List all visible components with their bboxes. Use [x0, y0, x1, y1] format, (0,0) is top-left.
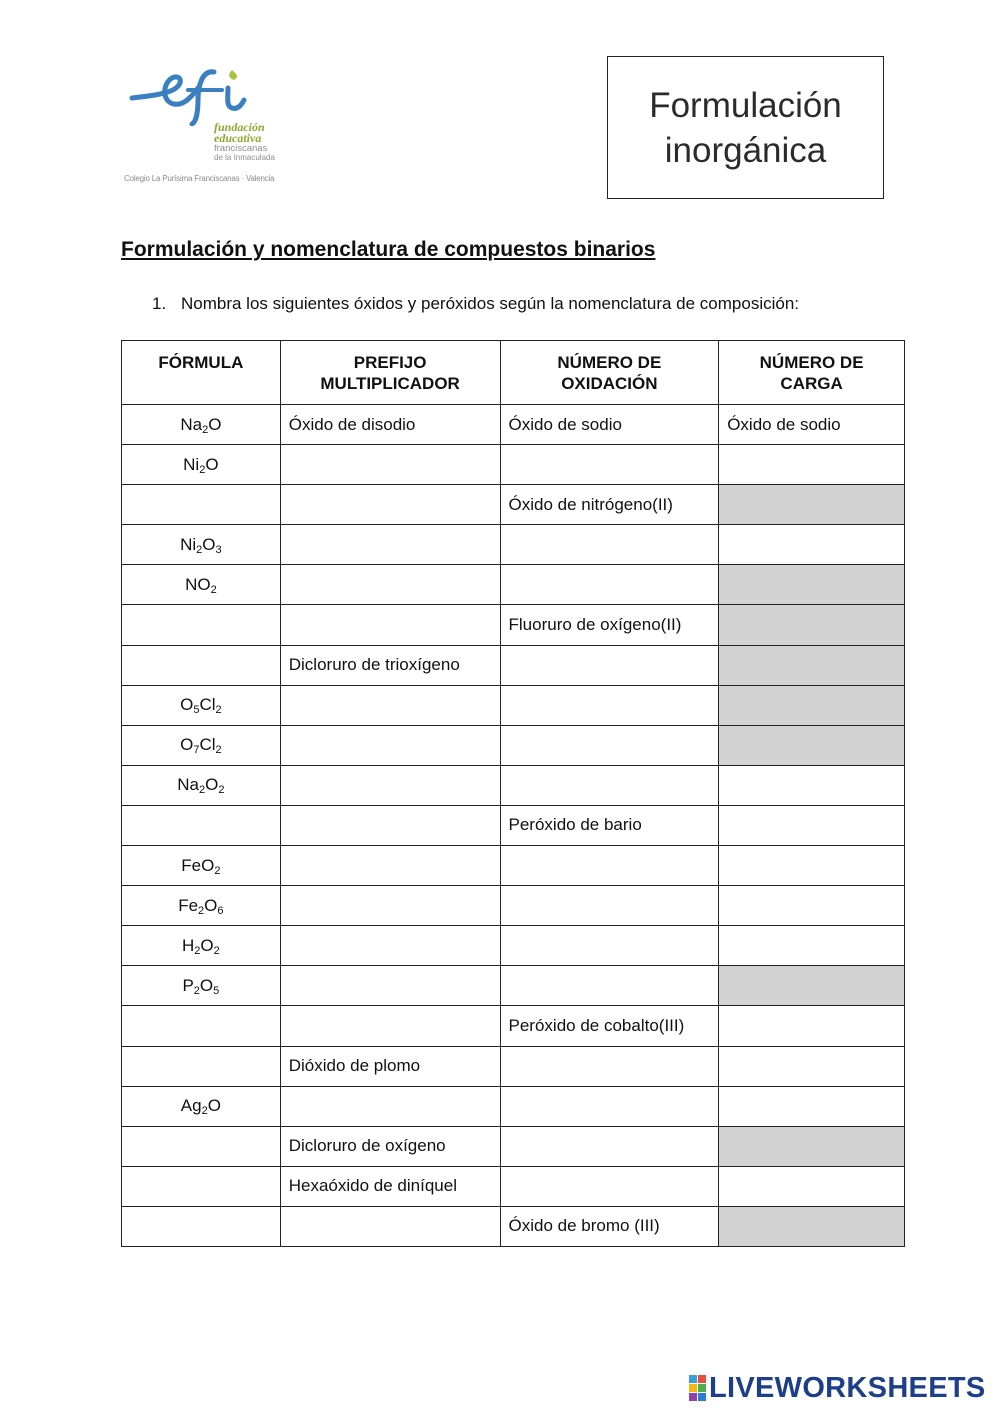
- formula-subscript: 5: [193, 704, 200, 717]
- brand-blocks-icon: [689, 1375, 706, 1401]
- formula-symbol: Na: [177, 775, 199, 795]
- formula-subscript: 6: [217, 904, 224, 917]
- formula-cell: [122, 1046, 281, 1086]
- formula-subscript: 5: [213, 984, 220, 997]
- brand-text: LIVEWORKSHEETS: [709, 1372, 986, 1404]
- oxidacion-cell: Óxido de bromo (III): [500, 1206, 719, 1246]
- carga-cell: [719, 645, 905, 685]
- section-heading: Formulación y nomenclatura de compuestos binarios: [121, 238, 656, 261]
- oxidacion-cell: [500, 525, 719, 565]
- carga-cell: [719, 1206, 905, 1246]
- formula-subscript: 2: [196, 543, 203, 556]
- formula-cell: [122, 525, 281, 565]
- oxidacion-cell: [500, 886, 719, 926]
- formula-cell: [122, 846, 281, 886]
- carga-cell: [719, 1006, 905, 1046]
- prefijo-cell: [280, 765, 500, 805]
- header-carga: NÚMERO DE CARGA: [719, 341, 905, 405]
- prefijo-cell: [280, 605, 500, 645]
- liveworksheets-brand: [689, 1374, 986, 1402]
- formula-subscript: 2: [218, 784, 225, 797]
- formula-cell: [122, 405, 281, 445]
- logo-text-fundacion: fundación educativa: [214, 120, 265, 145]
- title-box: [607, 56, 884, 199]
- brand-block: [689, 1384, 697, 1392]
- oxidacion-cell: Óxido de nitrógeno(II): [500, 485, 719, 525]
- formula-subscript: 2: [198, 904, 205, 917]
- prefijo-cell: [280, 1086, 500, 1126]
- table-row: [122, 405, 905, 445]
- formula-subscript: 2: [213, 944, 220, 957]
- formula-symbol: O: [208, 414, 222, 434]
- prefijo-cell: [280, 926, 500, 966]
- prefijo-cell: [280, 685, 500, 725]
- oxidacion-cell: [500, 1046, 719, 1086]
- prefijo-cell: [280, 565, 500, 605]
- brand-block: [689, 1375, 697, 1383]
- oxidacion-cell: [500, 966, 719, 1006]
- prefijo-cell: Dicloruro de trioxígeno: [280, 645, 500, 685]
- brand-block: [698, 1375, 706, 1383]
- prefijo-cell: [280, 1006, 500, 1046]
- header-formula: FÓRMULA: [122, 341, 281, 405]
- formula-cell: [122, 1006, 281, 1046]
- table-row: [122, 765, 905, 805]
- brand-block: [698, 1393, 706, 1401]
- oxidacion-cell: Peróxido de cobalto(III): [500, 1006, 719, 1046]
- formula-cell: [122, 765, 281, 805]
- formula-symbol: Ni: [183, 454, 200, 474]
- carga-cell: [719, 1166, 905, 1206]
- formula-cell: [122, 645, 281, 685]
- header-prefijo: PREFIJO MULTIPLICADOR: [280, 341, 500, 405]
- formula-symbol: Ni: [180, 534, 197, 554]
- formula-cell: [122, 485, 281, 525]
- efi-logo-icon: [128, 66, 258, 126]
- formula-symbol: P: [182, 975, 194, 995]
- table-row: [122, 525, 905, 565]
- school-logo: [118, 66, 298, 190]
- formula-symbol: Na: [180, 414, 203, 434]
- table-row: [122, 1046, 905, 1086]
- carga-cell: [719, 525, 905, 565]
- table-row: [122, 485, 905, 525]
- formula-symbol: NO: [185, 574, 211, 594]
- formula-subscript: 2: [210, 583, 217, 596]
- formula-cell: [122, 605, 281, 645]
- formula-cell: [122, 966, 281, 1006]
- prefijo-cell: Hexaóxido de diníquel: [280, 1166, 500, 1206]
- carga-cell: [719, 725, 905, 765]
- table-row: [122, 725, 905, 765]
- formula-cell: [122, 725, 281, 765]
- carga-cell: [719, 886, 905, 926]
- oxidacion-cell: [500, 1086, 719, 1126]
- instruction-number: 1.: [152, 294, 167, 313]
- table-row: [122, 1006, 905, 1046]
- formula-cell: [122, 1086, 281, 1126]
- formula-cell: [122, 805, 281, 845]
- carga-cell: [719, 966, 905, 1006]
- table-row: [122, 805, 905, 845]
- formula-cell: [122, 926, 281, 966]
- formula-cell: [122, 445, 281, 485]
- formula-subscript: 2: [215, 704, 222, 717]
- table-row: [122, 565, 905, 605]
- formula-symbol: O: [205, 454, 219, 474]
- formula-symbol: O: [199, 975, 214, 995]
- table-row: [122, 886, 905, 926]
- table-row: [122, 1206, 905, 1246]
- table-row: [122, 1126, 905, 1166]
- carga-cell: [719, 1126, 905, 1166]
- formula-subscript: 2: [193, 984, 200, 997]
- title-text: Formulación inorgánica: [649, 85, 842, 170]
- formula-symbol: O: [207, 1096, 221, 1116]
- formula-subscript: 3: [215, 543, 222, 556]
- carga-cell: [719, 926, 905, 966]
- oxidacion-cell: [500, 926, 719, 966]
- oxidacion-cell: [500, 765, 719, 805]
- formula-symbol: Cl: [199, 695, 216, 715]
- formula-subscript: 2: [201, 1105, 208, 1118]
- formula-cell: [122, 685, 281, 725]
- formula-cell: [122, 886, 281, 926]
- prefijo-cell: [280, 846, 500, 886]
- carga-cell: [719, 485, 905, 525]
- instruction: [152, 294, 799, 314]
- oxidacion-cell: Peróxido de bario: [500, 805, 719, 845]
- formula-symbol: O: [180, 695, 194, 715]
- prefijo-cell: [280, 445, 500, 485]
- formula-symbol: H: [181, 935, 195, 955]
- formula-symbol: FeO: [181, 855, 215, 875]
- formulas-table: [121, 340, 905, 1247]
- oxidacion-cell: [500, 565, 719, 605]
- formula-cell: [122, 1166, 281, 1206]
- table-row: [122, 605, 905, 645]
- prefijo-cell: [280, 725, 500, 765]
- oxidacion-cell: [500, 1166, 719, 1206]
- formula-cell: [122, 565, 281, 605]
- logo-school-name: Colegio La Purísima Franciscanas · Valencia: [124, 174, 275, 183]
- table-row: [122, 846, 905, 886]
- brand-block: [689, 1393, 697, 1401]
- formula-symbol: O: [204, 895, 218, 915]
- carga-cell: [719, 1046, 905, 1086]
- prefijo-cell: [280, 805, 500, 845]
- formula-symbol: Ag: [180, 1096, 202, 1116]
- carga-cell: Óxido de sodio: [719, 405, 905, 445]
- prefijo-cell: Dióxido de plomo: [280, 1046, 500, 1086]
- table-row: [122, 926, 905, 966]
- table-row: [122, 966, 905, 1006]
- logo-text-franciscanas: franciscanas de la Inmaculada: [214, 143, 275, 162]
- oxidacion-cell: Óxido de sodio: [500, 405, 719, 445]
- carga-cell: [719, 805, 905, 845]
- carga-cell: [719, 565, 905, 605]
- formula-subscript: 2: [194, 944, 201, 957]
- carga-cell: [719, 605, 905, 645]
- formula-subscript: 2: [214, 864, 221, 877]
- prefijo-cell: Óxido de disodio: [280, 405, 500, 445]
- table-row: [122, 1086, 905, 1126]
- prefijo-cell: [280, 485, 500, 525]
- oxidacion-cell: [500, 445, 719, 485]
- prefijo-cell: Dicloruro de oxígeno: [280, 1126, 500, 1166]
- table-row: [122, 645, 905, 685]
- instruction-text: Nombra los siguientes óxidos y peróxidos según la nomenclatura de composición:: [181, 294, 800, 313]
- carga-cell: [719, 445, 905, 485]
- formula-subscript: 2: [199, 784, 206, 797]
- oxidacion-cell: [500, 725, 719, 765]
- carga-cell: [719, 765, 905, 805]
- prefijo-cell: [280, 886, 500, 926]
- formula-symbol: Cl: [199, 735, 216, 755]
- formula-subscript: 2: [199, 463, 206, 476]
- oxidacion-cell: [500, 685, 719, 725]
- formula-symbol: Fe: [178, 895, 199, 915]
- formula-symbol: O: [200, 935, 214, 955]
- prefijo-cell: [280, 1206, 500, 1246]
- formula-cell: [122, 1206, 281, 1246]
- formula-subscript: 2: [202, 423, 209, 436]
- formula-symbol: O: [180, 735, 194, 755]
- formula-symbol: O: [202, 534, 216, 554]
- carga-cell: [719, 685, 905, 725]
- formula-cell: [122, 1126, 281, 1166]
- carga-cell: [719, 1086, 905, 1126]
- prefijo-cell: [280, 966, 500, 1006]
- table-row: [122, 1166, 905, 1206]
- formula-subscript: 2: [215, 744, 222, 757]
- brand-block: [698, 1384, 706, 1392]
- carga-cell: [719, 846, 905, 886]
- oxidacion-cell: [500, 1126, 719, 1166]
- prefijo-cell: [280, 525, 500, 565]
- table-header-row: [122, 341, 905, 405]
- oxidacion-cell: [500, 846, 719, 886]
- oxidacion-cell: [500, 645, 719, 685]
- formula-subscript: 7: [193, 744, 200, 757]
- table-row: [122, 685, 905, 725]
- formula-symbol: O: [205, 775, 219, 795]
- table-row: [122, 445, 905, 485]
- oxidacion-cell: Fluoruro de oxígeno(II): [500, 605, 719, 645]
- header-oxidacion: NÚMERO DE OXIDACIÓN: [500, 341, 719, 405]
